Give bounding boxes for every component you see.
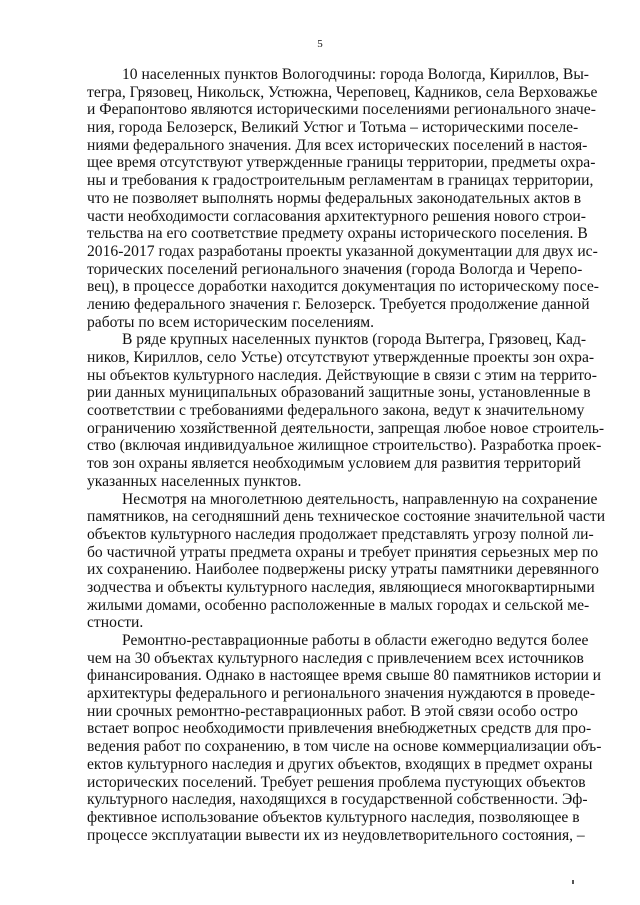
text-line: 2016-2017 годах разработаны проекты указанной документации для двух ис- bbox=[87, 242, 598, 260]
text-line: рии данных муниципальных образований защитные зоны, установленные в bbox=[87, 384, 591, 402]
text-line: культурного наследия, находящихся в государственной собственности. Эф- bbox=[87, 791, 588, 809]
scan-artifact bbox=[572, 880, 574, 884]
text-line: ников, Кириллов, село Устье) отсутствуют утвержденные проекты зон охра- bbox=[87, 349, 595, 366]
text-line: ограничению хозяйственной деятельности, запрещая любое новое строитель- bbox=[87, 419, 605, 437]
text-line: их сохранению. Наиболее подвержены риску утраты памятники деревянного bbox=[87, 561, 599, 579]
text-line: В ряде крупных населенных пунктов (города Вытегра, Грязовец, Кад- bbox=[122, 331, 587, 349]
text-line: жилыми домами, особенно расположенные в малых городах и сельской ме- bbox=[87, 596, 590, 614]
text-line: торических поселений регионального значения (города Вологда и Черепо- bbox=[87, 260, 583, 278]
text-line: памятников, на сегодняшний день техническое состояние значительной части bbox=[87, 508, 606, 526]
text-line: бо частичной утраты предмета охраны и требует принятия серьезных мер по bbox=[87, 543, 599, 561]
text-line: вец), в процессе доработки находится документация по историческому посе- bbox=[87, 278, 599, 296]
text-line: ны и требования к градостроительным регламентам в границах территории, bbox=[87, 172, 594, 190]
text-line: тельства на его соответствие предмету охраны исторического поселения. В bbox=[87, 225, 588, 243]
paragraph-4 bbox=[87, 632, 602, 844]
text-line: фективное использование объектов культурного наследия, позволяющее в bbox=[87, 808, 580, 826]
text-line: указанных населенных пунктов. bbox=[87, 472, 302, 490]
document-body bbox=[87, 66, 606, 844]
text-line: ведения работ по сохранению, в том числе на основе коммерциализации объ- bbox=[87, 738, 602, 756]
text-line: процессе эксплуатации вывести их из неудовлетворительного состояния, – bbox=[87, 826, 585, 844]
text-line: тов зон охраны является необходимым условием для развития территорий bbox=[87, 455, 581, 473]
paragraph-2 bbox=[87, 331, 605, 490]
text-line: части необходимости согласования архитектурного решения нового строи- bbox=[87, 207, 586, 225]
text-line: финансирования. Однако в настоящее время свыше 80 памятников истории и bbox=[87, 667, 602, 685]
paragraph-1 bbox=[87, 66, 599, 331]
text-line: 10 населенных пунктов Вологодчины: города Вологда, Кириллов, Вы- bbox=[122, 66, 590, 83]
text-line: ство (включая индивидуальное жилищное строительство). Разработка проек- bbox=[87, 437, 602, 455]
text-line: и Ферапонтово являются историческими поселениями регионального значе- bbox=[87, 101, 596, 119]
text-line: работы по всем историческим поселениям. bbox=[87, 313, 375, 331]
text-line: архитектуры федерального и регионального значения нуждаются в проведе- bbox=[87, 685, 596, 703]
text-line: нии срочных ремонтно-реставрационных работ. В этой связи особо остро bbox=[87, 702, 578, 720]
text-line: исторических поселений. Требует решения проблема пустующих объектов bbox=[87, 773, 586, 791]
text-line: ния, города Белозерск, Великий Устюг и Тотьма – историческими поселе- bbox=[87, 119, 579, 137]
text-line: соответствии с требованиями федерального закона, ведут к значительному bbox=[87, 402, 585, 420]
text-line: ниями федерального значения. Для всех исторических поселений в настоя- bbox=[87, 136, 588, 154]
text-line: Несмотря на многолетнюю деятельность, направленную на сохранение bbox=[122, 490, 598, 508]
text-line: стности. bbox=[87, 614, 144, 632]
text-line: ектов культурного наследия и других объектов, входящих в предмет охраны bbox=[87, 755, 593, 773]
page-number: 5 bbox=[317, 38, 323, 50]
text-line: щее время отсутствуют утвержденные границы территории, предметы охра- bbox=[87, 154, 596, 172]
text-line: объектов культурного наследия продолжает представлять угрозу полной ли- bbox=[87, 525, 594, 543]
text-line: встает вопрос необходимости привлечения внебюджетных средств для про- bbox=[87, 720, 592, 738]
text-line: чем на 30 объектах культурного наследия с привлечением всех источников bbox=[87, 649, 584, 667]
text-line: что не позволяет выполнять нормы федеральных законодательных актов в bbox=[87, 189, 582, 207]
text-line: лению федерального значения г. Белозерск. Требуется продолжение данной bbox=[87, 295, 590, 313]
text-line: зодчества и объекты культурного наследия, являющиеся многоквартирными bbox=[87, 578, 595, 596]
paragraph-3 bbox=[87, 490, 606, 633]
text-line: тегра, Грязовец, Никольск, Устюжна, Череповец, Кадников, села Верховажье bbox=[87, 83, 598, 101]
text-line: ны объектов культурного наследия. Действующие в связи с этим на террито- bbox=[87, 366, 597, 384]
text-line: Ремонтно-реставрационные работы в области ежегодно ведутся более bbox=[122, 632, 589, 649]
